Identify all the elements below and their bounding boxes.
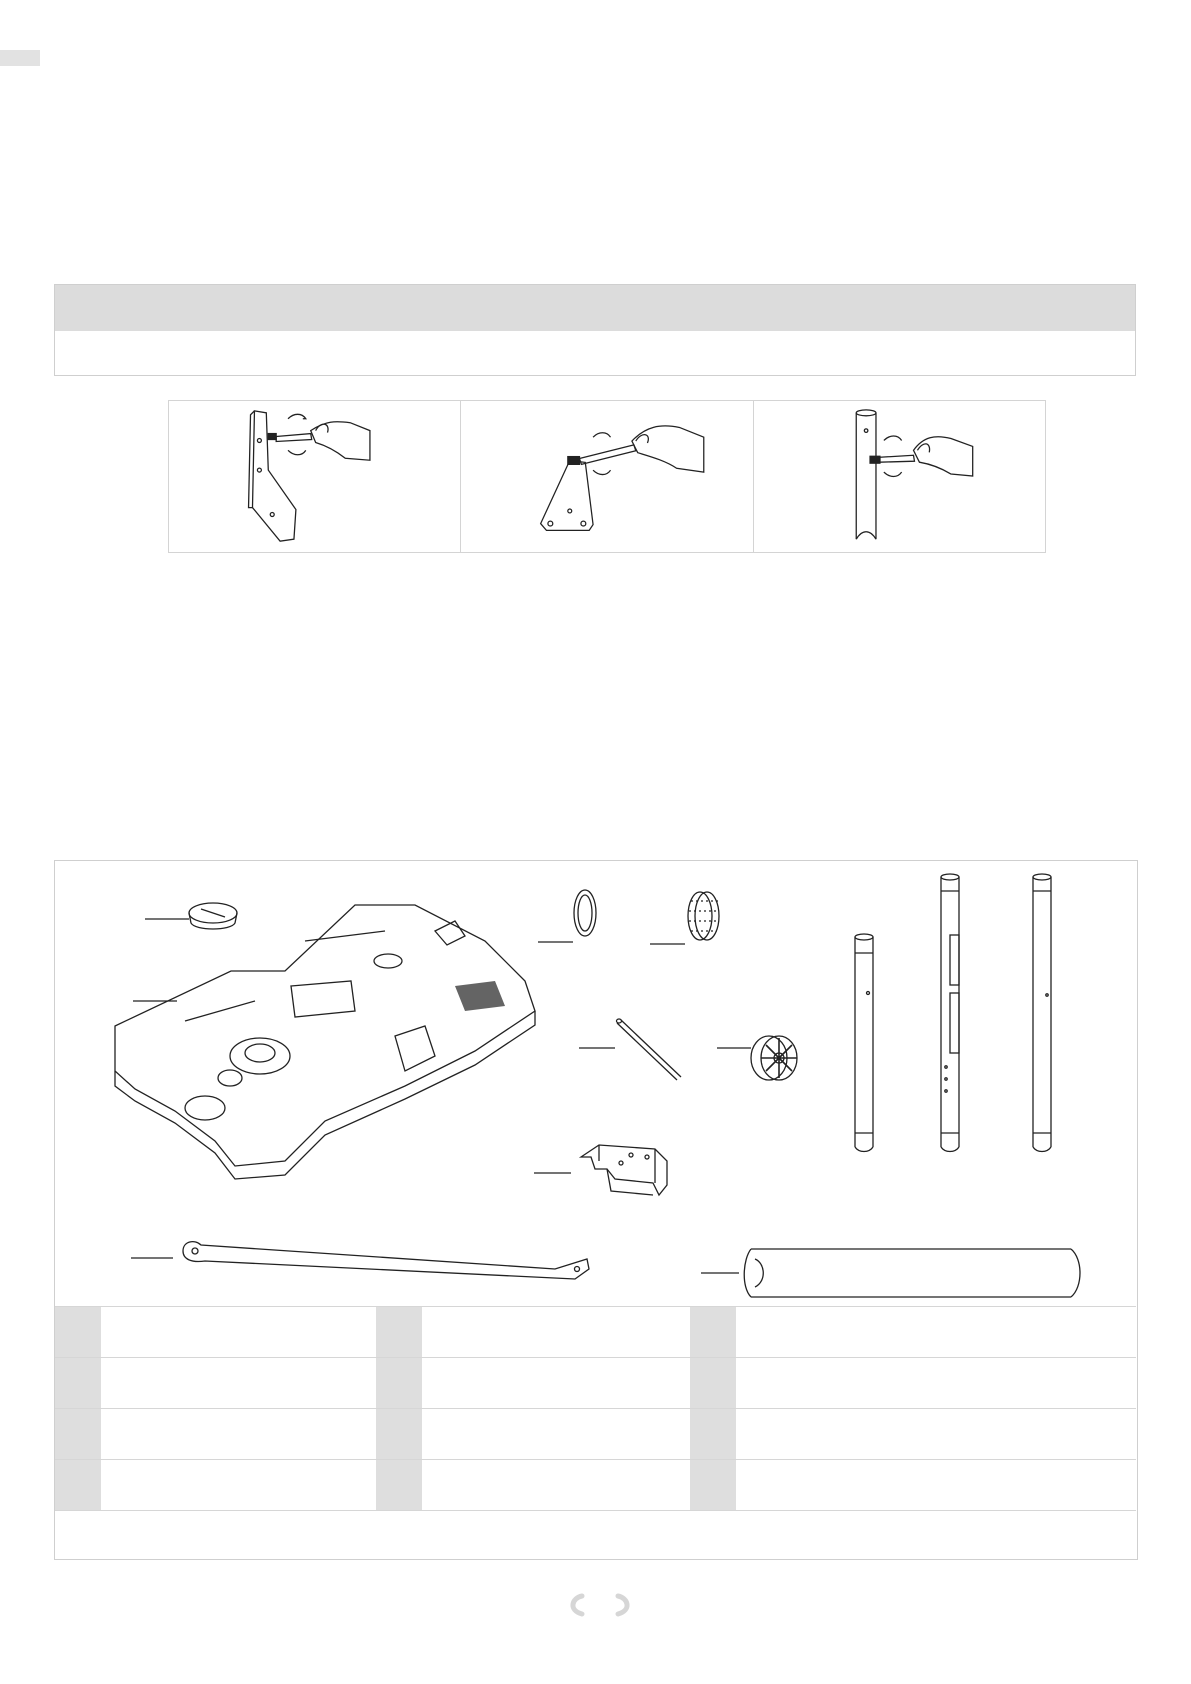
corner-tab bbox=[0, 50, 40, 66]
parts-note bbox=[55, 1510, 1136, 1561]
part-number-cell bbox=[690, 1460, 736, 1510]
step-bracket-plate bbox=[169, 401, 461, 552]
part-description-cell bbox=[736, 1307, 1136, 1357]
part-description-cell bbox=[101, 1307, 376, 1357]
table-row bbox=[55, 1357, 1136, 1408]
notice-body bbox=[55, 331, 1135, 375]
part-number-cell bbox=[690, 1307, 736, 1357]
part-number-cell bbox=[376, 1307, 422, 1357]
part-description-cell bbox=[422, 1409, 690, 1459]
leader-lines bbox=[131, 919, 751, 1273]
parts-illustration bbox=[55, 861, 1136, 1306]
support-brace-part bbox=[183, 1242, 589, 1279]
pole-tube-bolt-illustration bbox=[754, 401, 1045, 552]
washer-ring-part bbox=[574, 890, 596, 936]
part-description-cell bbox=[422, 1460, 690, 1510]
notice-header bbox=[55, 285, 1135, 331]
part-number-cell bbox=[376, 1358, 422, 1408]
part-description-cell bbox=[736, 1460, 1136, 1510]
wheel-part bbox=[751, 1036, 797, 1080]
notice-box bbox=[54, 284, 1136, 376]
part-number-cell bbox=[55, 1307, 101, 1357]
u-bracket-part bbox=[581, 1145, 667, 1195]
part-number-cell bbox=[55, 1358, 101, 1408]
table-row bbox=[55, 1306, 1136, 1357]
part-description-cell bbox=[101, 1358, 376, 1408]
part-description-cell bbox=[736, 1358, 1136, 1408]
bracket-plate-bolt-illustration bbox=[169, 401, 460, 552]
parts-list-panel bbox=[54, 860, 1138, 1560]
triangular-bracket-bolt-illustration bbox=[461, 401, 752, 552]
short-pole-part bbox=[855, 934, 873, 1152]
part-number-cell bbox=[376, 1409, 422, 1459]
part-number-cell bbox=[690, 1409, 736, 1459]
part-description-cell bbox=[101, 1460, 376, 1510]
base-part bbox=[115, 905, 535, 1179]
pole-sleeve-part bbox=[744, 1249, 1080, 1297]
step-pole-tube bbox=[754, 401, 1045, 552]
part-description-cell bbox=[422, 1307, 690, 1357]
part-number-cell bbox=[55, 1409, 101, 1459]
table-row bbox=[55, 1459, 1136, 1510]
part-number-cell bbox=[376, 1460, 422, 1510]
axle-rod-part bbox=[617, 1019, 682, 1080]
page-nav-arrows-icon bbox=[560, 1590, 640, 1620]
part-description-cell bbox=[736, 1409, 1136, 1459]
fill-cap-part bbox=[189, 903, 237, 929]
part-number-cell bbox=[690, 1358, 736, 1408]
part-description-cell bbox=[422, 1358, 690, 1408]
top-pole-part bbox=[1033, 874, 1051, 1152]
wheel-narrow-part bbox=[688, 892, 719, 940]
middle-pole-part bbox=[941, 874, 959, 1152]
bolt-steps-panel bbox=[168, 400, 1046, 553]
part-description-cell bbox=[101, 1409, 376, 1459]
table-row bbox=[55, 1408, 1136, 1459]
step-triangular-bracket bbox=[461, 401, 753, 552]
part-number-cell bbox=[55, 1460, 101, 1510]
parts-table bbox=[55, 1306, 1136, 1561]
